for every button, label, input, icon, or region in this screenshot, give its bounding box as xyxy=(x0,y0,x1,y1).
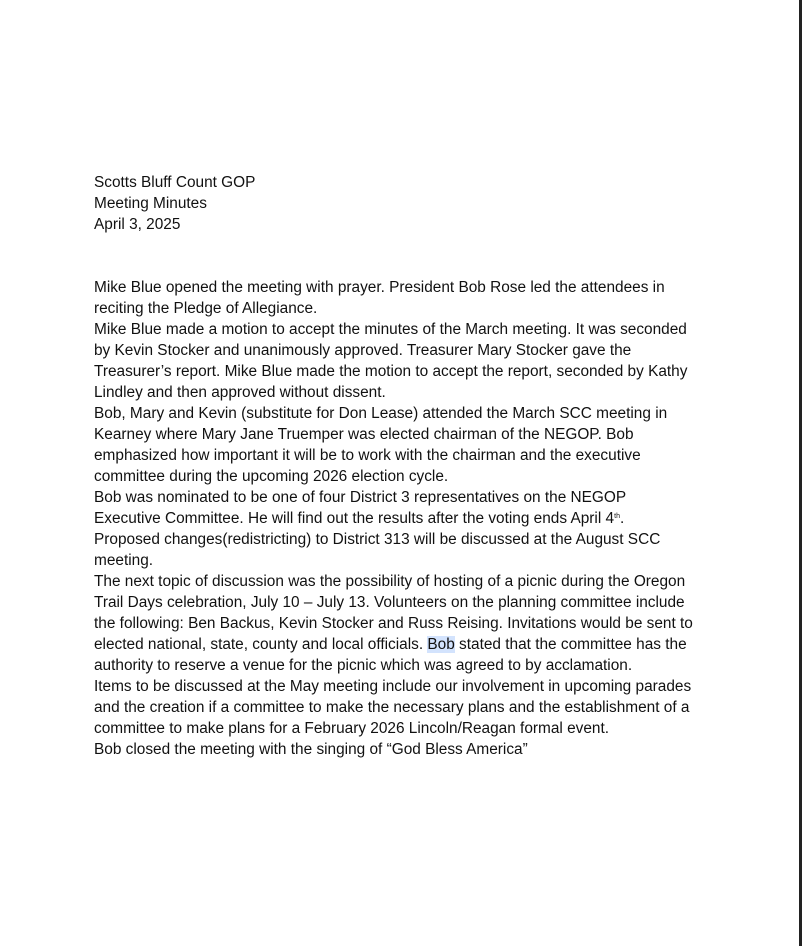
text-line: Trail Days celebration, July 10 – July 13. Volunteers on the planning committee include xyxy=(94,594,685,611)
text-line: meeting. xyxy=(94,552,154,569)
meeting-date: April 3, 2025 xyxy=(94,216,181,233)
text-line: reciting the Pledge of Allegiance. xyxy=(94,300,318,317)
text-run: . xyxy=(619,510,625,527)
text-line: Mike Blue opened the meeting with prayer. President Bob Rose led the attendees in xyxy=(94,279,665,296)
text-line: by Kevin Stocker and unanimously approved. Treasurer Mary Stocker gave the xyxy=(94,342,632,359)
text-line: Kearney where Mary Jane Truemper was elected chairman of the NEGOP. Bob xyxy=(94,426,634,443)
text-run: elected national, state, county and local officials. xyxy=(94,636,428,653)
paragraph-nomination xyxy=(94,487,734,529)
document-title: Meeting Minutes xyxy=(94,195,207,212)
text-line: Bob was nominated to be one of four District 3 representatives on the NEGOP xyxy=(94,489,627,506)
text-line: Bob closed the meeting with the singing of “God Bless America” xyxy=(94,741,528,758)
text-line: committee to make plans for a February 2026 Lincoln/Reagan formal event. xyxy=(94,720,610,737)
text-line: Items to be discussed at the May meeting include our involvement in upcoming parades xyxy=(94,678,692,695)
text-line: the following: Ben Backus, Kevin Stocker and Russ Reising. Invitations would be sent to xyxy=(94,615,693,632)
text-line: Lindley and then approved without dissent. xyxy=(94,384,386,401)
paragraph-closing xyxy=(94,739,734,760)
organization-name: Scotts Bluff Count GOP xyxy=(94,174,256,191)
document-header xyxy=(94,172,734,235)
text-line: Bob, Mary and Kevin (substitute for Don Lease) attended the March SCC meeting in xyxy=(94,405,668,422)
text-line: The next topic of discussion was the possibility of hosting of a picnic during the Oregon xyxy=(94,573,686,590)
text-line: Mike Blue made a motion to accept the minutes of the March meeting. It was seconded xyxy=(94,321,687,338)
document-body[interactable] xyxy=(94,172,734,760)
selected-text[interactable]: Bob xyxy=(427,636,455,653)
ordinal-suffix: th xyxy=(614,513,620,520)
paragraph-picnic xyxy=(94,571,734,676)
text-line: Treasurer’s report. Mike Blue made the motion to accept the report, seconded by Kathy xyxy=(94,363,688,380)
text-line: Proposed changes(redistricting) to District 313 will be discussed at the August SCC xyxy=(94,531,661,548)
text-line: committee during the upcoming 2026 election cycle. xyxy=(94,468,449,485)
text-line: authority to reserve a venue for the picnic which was agreed to by acclamation. xyxy=(94,657,633,674)
text-run: Executive Committee. He will find out the results after the voting ends April 4 xyxy=(94,510,615,527)
paragraph-may-items xyxy=(94,676,734,739)
paragraph-scc-meeting xyxy=(94,403,734,487)
text-line xyxy=(94,508,734,529)
paragraph-minutes-approval xyxy=(94,319,734,403)
text-line: and the creation if a committee to make the necessary plans and the establishment of a xyxy=(94,699,690,716)
paragraph-redistricting xyxy=(94,529,734,571)
text-line: emphasized how important it will be to work with the chairman and the executive xyxy=(94,447,641,464)
text-run: stated that the committee has the xyxy=(454,636,687,653)
paragraph-opening xyxy=(94,277,734,319)
text-line xyxy=(94,634,734,655)
